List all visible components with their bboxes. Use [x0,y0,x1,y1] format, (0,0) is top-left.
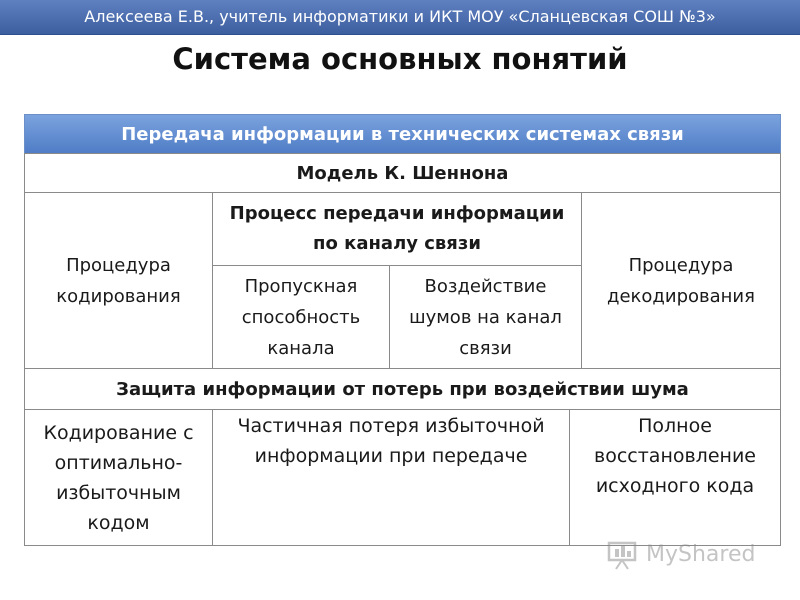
watermark-text: MyShared [646,542,756,567]
optimal-label: Кодирование с оптимально-избыточным кодом [43,421,194,534]
capacity-label: Пропускная способность канала [241,275,361,359]
table-header [24,114,781,154]
protection-label: Защита информации от потерь при воздействии шума [116,378,689,400]
process-label: Процесс передачи информации по каналу связи [229,203,565,254]
coding-label: Процедура кодирования [56,254,181,307]
table-header-label: Передача информации в технических системах связи [121,123,684,145]
noise-label: Воздействие шумов на канал связи [409,275,562,359]
full-label: Полное восстановление исходного кода [594,415,756,497]
partial-label: Частичная потеря избыточной информации при передаче [237,415,545,467]
header-author: Алексеева Е.В., учитель информатики и ИКТ МОУ «Сланцевская СОШ №3» [84,7,716,26]
decoding-label: Процедура декодирования [607,254,755,307]
page-title: Система основных понятий [172,42,628,76]
presentation-board-icon [606,540,640,570]
model-label: Модель К. Шеннона [296,162,509,184]
watermark [606,540,766,570]
